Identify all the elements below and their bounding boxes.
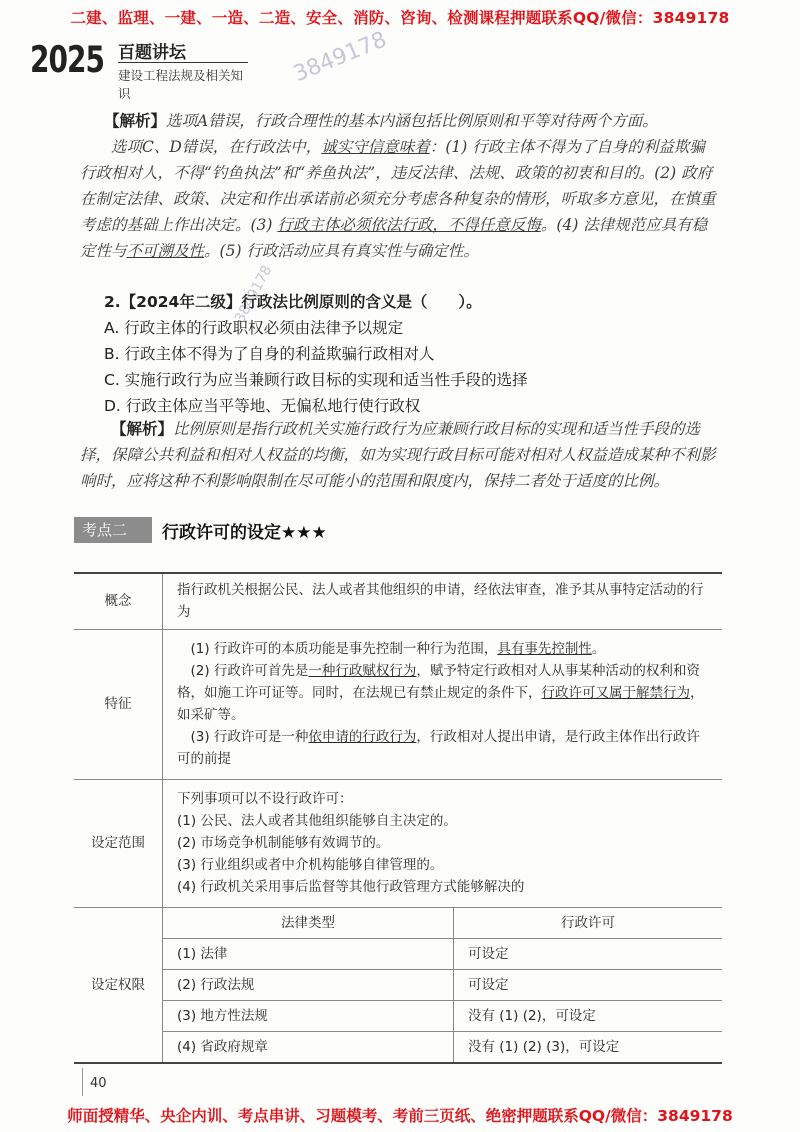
watermark-side: 3849178 xyxy=(232,262,276,326)
text-run: 。(4) 法律规范应具有稳定性与 xyxy=(80,216,708,260)
underlined-run: 不可溯及性 xyxy=(126,242,205,260)
underlined-run: 一种行政赋权行为 xyxy=(308,663,417,679)
text-run: ，如采矿等。 xyxy=(177,685,704,723)
permit-cell: 没有 (1) (2) (3)，可设定 xyxy=(454,1031,723,1063)
underlined-run: 具有事先控制性 xyxy=(497,641,592,657)
text-run: 。(5) 行政活动应具有真实性与确定性。 xyxy=(204,242,479,260)
scope-intro: 下列事项可以不设行政许可： xyxy=(177,791,353,807)
law-type-cell: (3) 地方性法规 xyxy=(163,1000,454,1031)
law-type-cell: (2) 行政法规 xyxy=(163,969,454,1000)
option-c: C. 实施行政行为应当兼顾行政目标的实现和适当性手段的选择 xyxy=(104,371,528,389)
logo-year: 2025 xyxy=(30,38,104,81)
text-run: 。 xyxy=(591,641,606,657)
underlined-run: 行政许可又属于解禁行为 xyxy=(541,685,690,701)
option-b: B. 行政主体不得为了自身的利益欺骗行政相对人 xyxy=(104,345,435,363)
permit-cell: 没有 (1) (2)，可设定 xyxy=(454,1000,723,1031)
section-title: 行政许可的设定★★★ xyxy=(162,523,327,543)
page-header xyxy=(30,36,250,101)
analysis-tag: 【解析】 xyxy=(104,111,167,130)
section-badge: 考点二 xyxy=(74,517,152,543)
analysis-tag: 【解析】 xyxy=(111,419,174,438)
underlined-run: 行政主体必须依法行政，不得任意反悔 xyxy=(277,216,541,234)
watermark-main: 3849178 xyxy=(290,27,391,88)
top-promo-banner: 二建、监理、一建、一造、二造、安全、消防、咨询、检测课程押题联系QQ/微信：3849178 xyxy=(70,9,730,27)
row-label-authority: 设定权限 xyxy=(74,907,163,1063)
row-label-features: 特征 xyxy=(74,629,163,779)
text-run: ，行政相对人提出申请，是行政主体作出行政许可的前提 xyxy=(177,729,700,767)
col-head-permit: 行政许可 xyxy=(454,907,723,938)
permit-cell: 可设定 xyxy=(454,938,723,969)
feature-3 xyxy=(177,726,708,770)
col-head-law-type: 法律类型 xyxy=(163,907,454,938)
concept-text: 指行政机关根据公民、法人或者其他组织的申请，经依法审查，准予其从事特定活动的行为 xyxy=(163,573,723,629)
analysis1-paragraph xyxy=(80,134,720,264)
scope-item: (1) 公民、法人或者其他组织能够自主决定的。 xyxy=(177,813,457,829)
book-title: 百题讲坛 xyxy=(118,43,186,63)
scope-cell xyxy=(163,779,723,907)
features-cell xyxy=(163,629,723,779)
scope-item: (4) 行政机关采用事后监督等其他行政管理方式能够解决的 xyxy=(177,879,525,895)
permit-table xyxy=(74,572,722,1064)
text-run: (1) 行政许可的本质功能是事先控制一种行为范围， xyxy=(190,641,498,657)
text-run: 选项C、D错误，在行政法中， xyxy=(111,138,322,156)
row-label-scope: 设定范围 xyxy=(74,779,163,907)
law-type-cell: (4) 省政府规章 xyxy=(163,1031,454,1063)
analysis-text: 比例原则是指行政机关实施行政行为应兼顾行政目标的实现和适当性手段的选择，保障公共利益和相对人权益的均衡，如为实现行政目标可能对相对人权益造成某种不利影响时，应将这种不利影响限制在尽可能小的范围和限度内，保持二者处于适度的比例。 xyxy=(80,420,716,490)
question2-analysis xyxy=(80,416,720,494)
option-d: D. 行政主体应当平等地、无偏私地行使行政权 xyxy=(104,397,421,415)
text-run: (2) 行政许可首先是 xyxy=(190,663,309,679)
permit-cell: 可设定 xyxy=(454,969,723,1000)
text-run: ，赋予特定行政相对人从事某种活动的权利和资格，如施工许可证等。同时，在法规已有禁止规定的条件下， xyxy=(177,663,700,701)
scope-item: (2) 市场竞争机制能够有效调节的。 xyxy=(177,835,390,851)
page-number: 40 xyxy=(90,1076,107,1091)
scope-item: (3) 行业组织或者中介机构能够自律管理的。 xyxy=(177,857,444,873)
law-type-cell: (1) 法律 xyxy=(163,938,454,969)
underlined-run: 诚实守信意味着 xyxy=(321,138,430,156)
header-rule xyxy=(118,62,248,63)
page-number-rule xyxy=(82,1068,83,1096)
row-label-concept: 概念 xyxy=(74,573,163,629)
feature-1 xyxy=(177,638,708,660)
analysis1-text: 选项A错误，行政合理性的基本内涵包括比例原则和平等对待两个方面。 xyxy=(166,112,658,130)
feature-2 xyxy=(177,660,708,726)
text-run: (3) 行政许可是一种 xyxy=(190,729,309,745)
analysis1-line1 xyxy=(104,108,719,134)
underlined-run: 依申请的行政行为 xyxy=(308,729,417,745)
bottom-promo-banner: 师面授精华、央企内训、考点串讲、习题模考、考前三页纸、绝密押题联系QQ/微信：3849178 xyxy=(67,1107,733,1125)
option-a: A. 行政主体的行政职权必须由法律予以规定 xyxy=(104,319,404,337)
question-stem: 2.【2024年二级】行政法比例原则的含义是（ ）。 xyxy=(104,293,482,311)
book-subtitle: 建设工程法规及相关知识 xyxy=(118,68,244,101)
text-run: ：(1) 行政主体不得为了自身的利益欺骗行政相对人，不得“钓鱼执法”和“养鱼执法”，违反法律、法规、政策的初衷和目的。(2) 政府在制定法律、政策、决定和作出承诺前必须充分考虑各种复杂的情形，听取多方意见，在慎重考虑的基础上作出决定。(3) xyxy=(80,138,716,234)
